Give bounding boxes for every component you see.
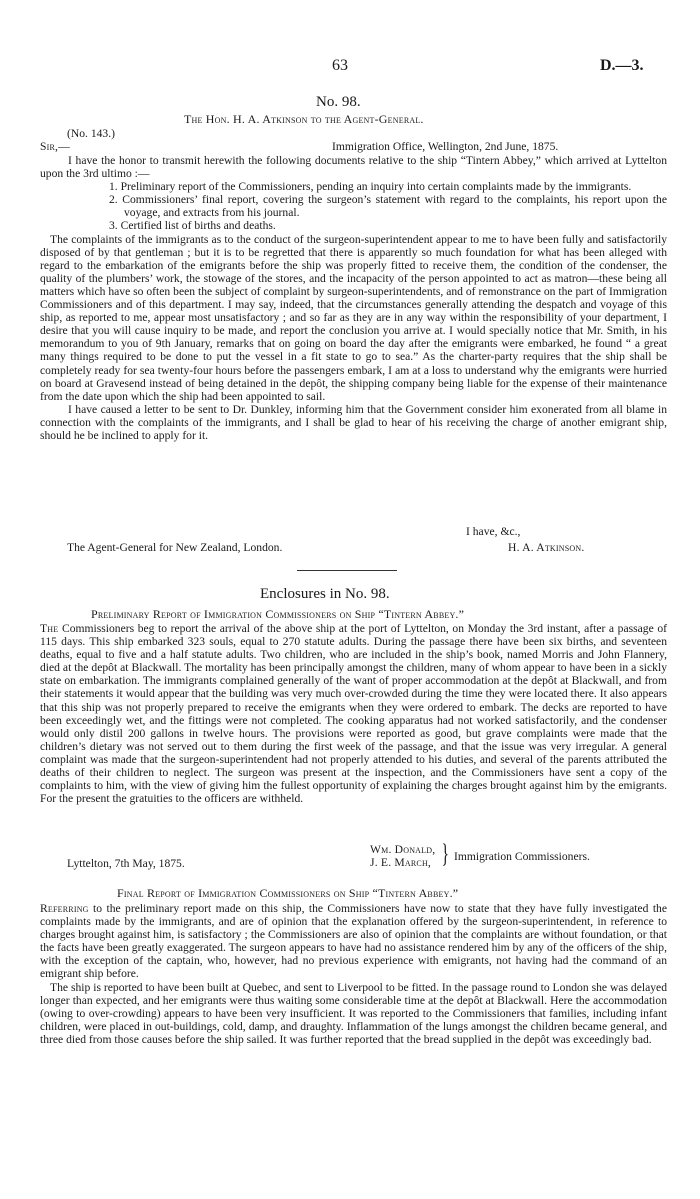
final-report-body: [40, 902, 667, 1046]
signatory-role: Immigration Commissioners.: [454, 850, 590, 863]
letter-place-date: Immigration Office, Wellington, 2nd June, 1875.: [332, 140, 559, 153]
salutation: Sir,—: [40, 140, 70, 153]
enclosure-list: [40, 180, 667, 232]
lead-word: Referring: [40, 902, 89, 915]
preliminary-report-body: [40, 622, 667, 805]
page-number: 63: [332, 57, 348, 74]
letter-body: [40, 154, 667, 442]
preliminary-report-text: Commissioners beg to report the arrival of the above ship at the port of Lyttelton, on Monday the 3rd instant, after a passage of 115 days. This ship embarked 323 souls, equal to 270 statute adults. During the passage there have been six births, and seventeen deaths, equal to five and a half statute adults. Two children, who are included in the ship’s book, named Morris and John Flannery, died at the depôt at Blackwall. The mortality has been principally amongst the children, many of whom appear to have been in a sickly state on embarkation. The immigrants complained generally of the want of proper accommodation at the depôt at Blackwall, and from their statements it would appear that the building was very much over-crowded during the time they were located there. It also appears that this ship was not properly prepared to receive the emigrants when they were ordered to embark. The decks are reported to have been exceedingly wet, and the fittings were not completed. The cooking apparatus had not worked satisfactorily, and the condenser would only distil 200 gallons in twelve hours. The provisions were reported as good, but grave complaints were made that the children’s dietary was not served out to them during the first week of the passage, and that the issue was very irregular. A general complaint was made that the surgeon-superintendent had not properly attended to his duties, and several of the parents attributed the deaths of their children to neglect. The surgeon was present at the inspection, and the Commissioners have sent a copy of the complaints to him, with the view of giving him the fullest opportunity of explaining the charges brought against him by the emigrants. For the present the gratuities to the officers are withheld.: [40, 622, 667, 806]
final-report-heading: Final Report of Immigration Commissioners on Ship “Tintern Abbey.”: [117, 886, 459, 900]
letter-addressee: The Agent-General for New Zealand, London.: [67, 541, 283, 554]
letter-intro: I have the honor to transmit herewith the following documents relative to the ship “Tintern Abbey,” which arrived at Lyttelton upon the 3rd ultimo :—: [40, 154, 667, 181]
document-reference: D.—3.: [600, 57, 644, 74]
letter-reference: (No. 143.): [67, 127, 115, 140]
final-report-text: to the preliminary report made on this ship, the Commissioners have now to state that they have fully investigated the complaints made by the immigrants, and are of opinion that the explanation offered by the surgeon-superintendent, in reference to charges brought against him, is satisfactory ; the Commissioners are also of opinion that the complaints are without foundation, or that the facts have been greatly exaggerated. The surgeon appears to have had no assistance rendered him by any of the officers of the ship, with the exception of the captain, who, however, had no previous experience with emigrants, not having had the command of an emigrant ship before.: [40, 902, 667, 981]
letter-paragraph: The complaints of the immigrants as to the conduct of the surgeon-superintendent appear to me to have been fully and satisfactorily disposed of by that gentleman ; but it is to be regretted that there is apparently so much foundation for what has been alleged with regard to the embarkation of the emigrants before the ship was properly fitted to receive them, the condition of the condenser, the quality of the plumbers’ work, the stowage of the stores, and the incapacity of the person appointed to act as matron—these being all matters which have so often been the subject of complaint by surgeon-superintendents, and of remonstrance on the part of Immigration Commissioners and of this department. I may say, indeed, that the circumstances generally attending the despatch and voyage of this ship, as reported to me, appear most unsatisfactory ; and so far as they are in any way within the responsibility of your department, I desire that you will cause inquiry to be made, and report the conclusion you arrive at. I would specially notice that Mr. Smith, in his memorandum to you of 9th January, remarks that on going on board the day after the emigrants were embarked, he found “ a great many things required to be done to put the vessel in a fit state to go to sea.” As the charter-party requires that the ship shall be completely ready for sea twenty-four hours before the passengers embark, I am at a loss to understand why the emigrants were hurried on board at Gravesend instead of being detained in the depôt, the shipping company being liable for the expense of their maintenance from the date upon which the ship had been appointed to sail.: [40, 232, 667, 403]
preliminary-report-heading: Preliminary Report of Immigration Commissioners on Ship “Tintern Abbey.”: [91, 607, 465, 621]
signatory-name: J. E. March,: [370, 856, 432, 869]
letter-paragraph: I have caused a letter to be sent to Dr. Dunkley, informing him that the Government consider him exonerated from all blame in connection with the complaints of the immigrants, and I shall be glad to hear of his receiving the charge of another emigrant ship, should he be inclined to apply for it.: [40, 402, 667, 442]
letter-number: No. 98.: [316, 94, 361, 110]
section-divider: [297, 570, 397, 571]
signatory-name: Wm. Donald,: [370, 843, 436, 856]
letter-heading: The Hon. H. A. Atkinson to the Agent-General.: [184, 112, 424, 126]
enclosures-title: Enclosures in No. 98.: [260, 586, 390, 602]
signatory-brace: }: [441, 839, 449, 868]
preliminary-place-date: Lyttelton, 7th May, 1875.: [67, 857, 185, 870]
final-report-paragraph: The ship is reported to have been built at Quebec, and sent to Liverpool to be fitted. In the passage round to London she was delayed longer than expected, and her emigrants were thus waiting some considerable time at the depôt at Blackwall. Here the accommodation (owing to over-crowding) appears to have been very insufficient. It was reported to the Commissioners that families, including infant children, were placed in out-buildings, cold, damp, and draughty. Inflammation of the lungs amongst the children became general, and three died from those causes before the ship sailed. It was further reported that the bread supplied in the depôt was exceedingly bad.: [40, 980, 667, 1046]
lead-word: The: [40, 622, 59, 635]
list-item: 3. Certified list of births and deaths.: [109, 219, 276, 233]
list-item: 2. Commissioners’ final report, covering the surgeon’s statement with regard to the complaints, his report upon the voyage, and extracts from his journal.: [109, 193, 667, 220]
letter-closing: I have, &c.,: [466, 525, 521, 538]
list-item: 1. Preliminary report of the Commissioners, pending an inquiry into certain complaints made by the immigrants.: [109, 180, 632, 194]
letter-signature: H. A. Atkinson.: [508, 541, 585, 554]
